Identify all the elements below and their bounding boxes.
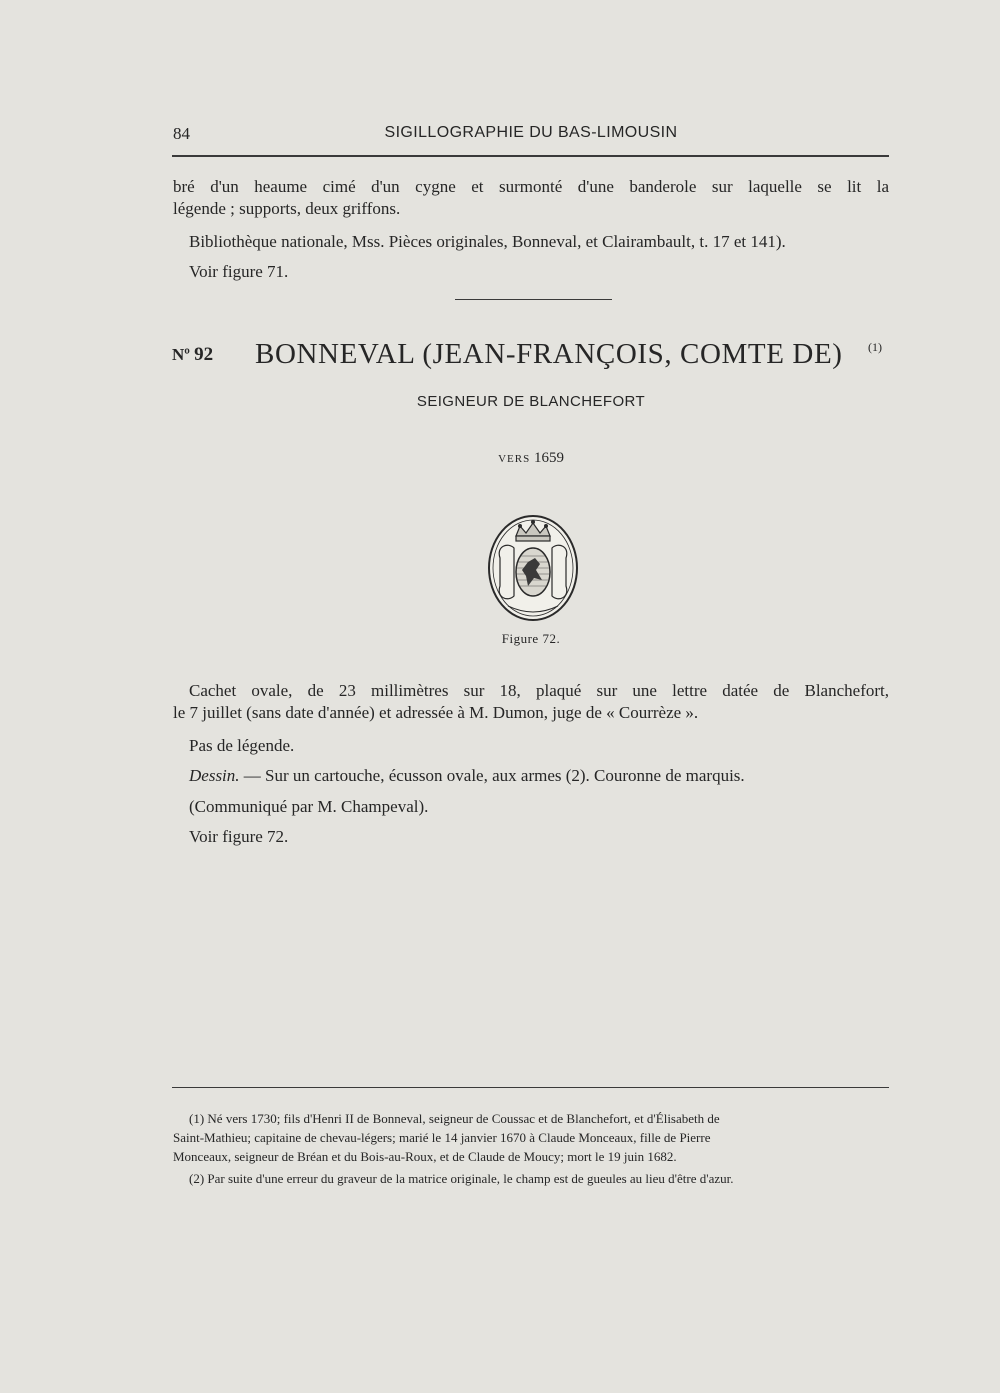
heading-footnote-mark: (1): [868, 340, 882, 354]
footnote-1-line-3: Monceaux, seigneur de Bréan et du Bois-au-Roux, et de Claude de Moucy; mort le 19 juin 1682.: [173, 1149, 677, 1164]
drawing-line: [189, 765, 745, 787]
section-separator: [455, 299, 612, 300]
figure-reference: Voir figure 72.: [189, 827, 289, 846]
figure-caption: Figure 72.: [501, 631, 561, 646]
entry-heading: BONNEVAL (JEAN-FRANÇOIS, COMTE DE): [255, 338, 843, 370]
legend-line: Pas de légende.: [189, 736, 295, 755]
previous-entry-source: Bibliothèque nationale, Mss. Pièces originales, Bonneval, et Clairambault, t. 17 et 141).: [189, 232, 786, 251]
running-title: SIGILLOGRAPHIE DU BAS-LIMOUSIN: [384, 124, 678, 141]
entry-title: SEIGNEUR DE BLANCHEFORT: [416, 393, 646, 410]
entry-number: [172, 344, 213, 366]
description-line-2: le 7 juillet (sans date d'année) et adressée à M. Dumon, juge de « Courrèze ».: [173, 703, 699, 722]
footnote-2: (2) Par suite d'une erreur du graveur de la matrice originale, le champ est de gueules au lieu d'être d'azur.: [189, 1171, 734, 1186]
footnote-1-line-2: Saint-Mathieu; capitaine de chevau-légers; marié le 14 janvier 1670 à Claude Monceaux, fille de Pierre: [173, 1130, 711, 1145]
previous-entry-line-1: bré d'un heaume cimé d'un cygne et surmonté d'une banderole sur laquelle se lit la: [173, 177, 889, 196]
drawing-label: Dessin.: [189, 766, 240, 785]
drawing-text: — Sur un cartouche, écusson ovale, aux armes (2). Couronne de marquis.: [239, 766, 745, 785]
date-year: 1659: [533, 450, 564, 466]
previous-entry-figure-ref: Voir figure 71.: [189, 262, 289, 281]
entry-number-prefix: Nº: [172, 345, 190, 364]
page-number: 84: [173, 124, 190, 143]
credit-line: (Communiqué par M. Champeval).: [189, 797, 429, 816]
footnote-rule: [172, 1087, 889, 1088]
date-prefix: VERS: [498, 453, 531, 465]
previous-entry-line-2: légende ; supports, deux griffons.: [173, 199, 401, 218]
footnote-1-line-1: (1) Né vers 1730; fils d'Henri II de Bonneval, seigneur de Coussac et de Blanchefort, et d'Élisabeth de: [189, 1111, 720, 1126]
entry-number-value: 92: [194, 344, 214, 365]
description-line-1: Cachet ovale, de 23 millimètres sur 18, plaqué sur une lettre datée de Blanchefort,: [189, 681, 889, 700]
entry-date: [173, 450, 889, 467]
header-rule: [172, 155, 889, 157]
seal-image: [478, 506, 588, 626]
running-header: [173, 124, 889, 150]
